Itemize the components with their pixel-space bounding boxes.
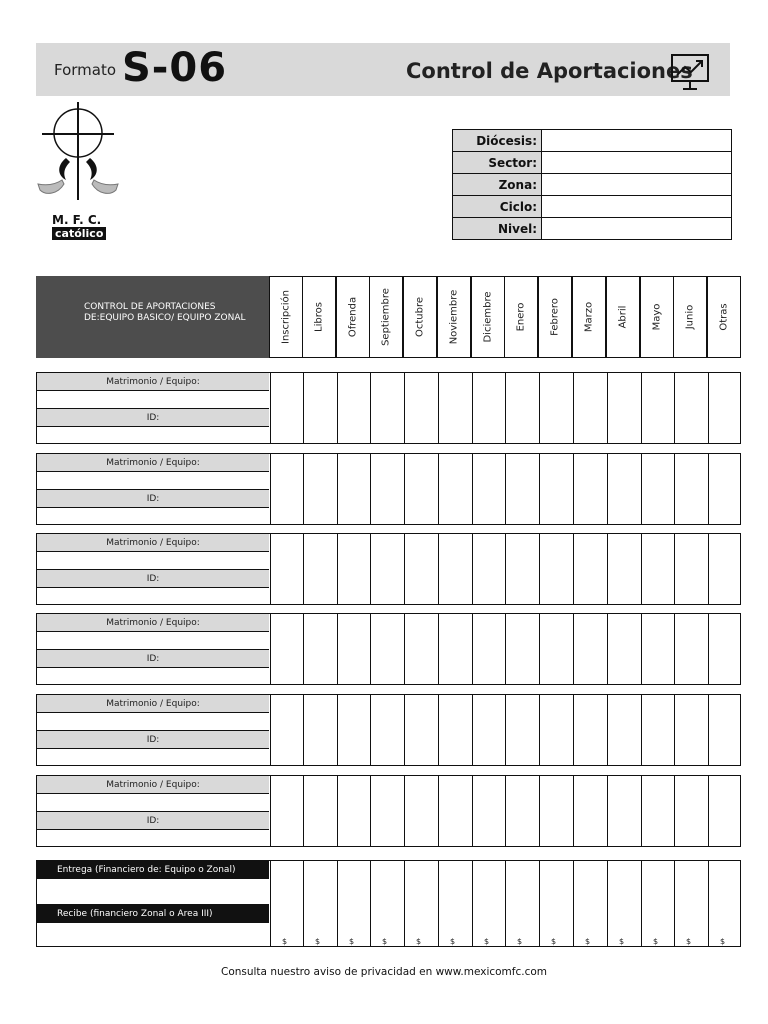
amount-cell[interactable]	[573, 695, 607, 765]
member-id-label: ID:	[37, 490, 269, 508]
amount-cell[interactable]	[404, 861, 438, 946]
amount-cell[interactable]	[472, 695, 506, 765]
member-name-label: Matrimonio / Equipo:	[37, 695, 269, 713]
amount-cell[interactable]	[505, 534, 539, 604]
amount-cell[interactable]	[505, 454, 539, 524]
member-id-label: ID:	[37, 812, 269, 830]
nivel-label: Nivel:	[453, 218, 542, 240]
amount-cell[interactable]	[674, 373, 708, 443]
amount-cell[interactable]	[573, 454, 607, 524]
member-id-label: ID:	[37, 570, 269, 588]
column-header-label: Diciembre	[482, 291, 494, 343]
amount-cell[interactable]	[607, 776, 641, 846]
currency-sign: $	[382, 937, 388, 946]
amount-cell[interactable]	[573, 614, 607, 684]
currency-sign: $	[517, 937, 523, 946]
column-header-label: Libros	[313, 302, 325, 332]
member-block	[36, 372, 741, 444]
column-header	[336, 276, 370, 358]
currency-sign: $	[686, 937, 692, 946]
amount-cell[interactable]	[438, 776, 472, 846]
sector-field[interactable]	[542, 152, 732, 174]
member-id-label: ID:	[37, 731, 269, 749]
table-header-title: CONTROL DE APORTACIONES DE:EQUIPO BASICO/ EQUIPO ZONAL	[84, 302, 246, 323]
header-bar	[36, 43, 730, 96]
amount-cell[interactable]	[539, 614, 573, 684]
member-id-field[interactable]	[37, 749, 269, 766]
member-block	[36, 533, 741, 605]
amount-cell[interactable]	[270, 695, 304, 765]
amount-cell[interactable]	[270, 373, 304, 443]
amount-cell[interactable]	[270, 534, 304, 604]
amount-cell[interactable]	[303, 614, 337, 684]
amount-cell[interactable]	[505, 373, 539, 443]
amount-cell[interactable]	[708, 534, 742, 604]
currency-sign: $	[315, 937, 321, 946]
amount-cell[interactable]	[539, 454, 573, 524]
diocesis-label: Diócesis:	[453, 130, 542, 152]
recibe-label: Recibe (financiero Zonal o Area III)	[37, 905, 269, 923]
amount-cell[interactable]	[337, 614, 371, 684]
amount-cell[interactable]	[641, 454, 675, 524]
column-header	[403, 276, 437, 358]
member-id-field[interactable]	[37, 508, 269, 525]
amount-cell[interactable]	[641, 861, 675, 946]
amount-cell[interactable]	[573, 776, 607, 846]
member-id-field[interactable]	[37, 427, 269, 444]
member-block	[36, 775, 741, 847]
column-header-label: Noviembre	[448, 289, 460, 345]
member-name-label: Matrimonio / Equipo:	[37, 373, 269, 391]
zona-field[interactable]	[542, 174, 732, 196]
amount-cell[interactable]	[270, 614, 304, 684]
amount-cell[interactable]	[539, 534, 573, 604]
column-header	[269, 276, 303, 358]
amount-cell[interactable]	[303, 373, 337, 443]
member-id-field[interactable]	[37, 668, 269, 685]
amount-cell[interactable]	[303, 454, 337, 524]
amount-cell[interactable]	[472, 776, 506, 846]
column-header	[504, 276, 538, 358]
table-header-title-cell	[36, 276, 269, 358]
member-name-field[interactable]	[37, 713, 269, 731]
column-header-label: Enero	[515, 302, 527, 332]
amount-cell[interactable]	[708, 614, 742, 684]
column-header	[572, 276, 606, 358]
currency-sign: $	[619, 937, 625, 946]
member-block	[36, 453, 741, 525]
amount-cell[interactable]	[303, 861, 337, 946]
column-header	[673, 276, 707, 358]
ciclo-label: Ciclo:	[453, 196, 542, 218]
amount-cell[interactable]	[573, 534, 607, 604]
member-name-field[interactable]	[37, 552, 269, 570]
amount-cell[interactable]	[539, 861, 573, 946]
amount-cell[interactable]	[404, 695, 438, 765]
amount-cell[interactable]	[370, 373, 404, 443]
amount-cell[interactable]	[573, 861, 607, 946]
recibe-field[interactable]	[37, 923, 269, 947]
member-id-field[interactable]	[37, 830, 269, 847]
column-header	[437, 276, 471, 358]
amount-cell[interactable]	[438, 861, 472, 946]
member-name-field[interactable]	[37, 632, 269, 650]
currency-sign: $	[349, 937, 355, 946]
amount-cell[interactable]	[641, 373, 675, 443]
amount-cell[interactable]	[303, 534, 337, 604]
member-name-field[interactable]	[37, 794, 269, 812]
amount-cell[interactable]	[674, 695, 708, 765]
amount-cell[interactable]	[505, 695, 539, 765]
amount-cell[interactable]	[472, 373, 506, 443]
info-fields-table	[452, 129, 732, 240]
ciclo-field[interactable]	[542, 196, 732, 218]
amount-cell[interactable]	[607, 861, 641, 946]
amount-cell[interactable]	[438, 373, 472, 443]
amount-cell[interactable]	[641, 776, 675, 846]
amount-cell[interactable]	[607, 373, 641, 443]
amount-cell[interactable]	[708, 861, 742, 946]
amount-cell[interactable]	[404, 534, 438, 604]
column-header-label: Otras	[718, 303, 730, 331]
column-header-label: Inscripción	[280, 290, 292, 344]
privacy-notice: Consulta nuestro aviso de privacidad en www.mexicomfc.com	[220, 966, 548, 978]
amount-cell[interactable]	[472, 454, 506, 524]
amount-cell[interactable]	[438, 614, 472, 684]
amount-cell[interactable]	[607, 614, 641, 684]
amount-cell[interactable]	[438, 534, 472, 604]
amount-cell[interactable]	[472, 614, 506, 684]
logo-text-catolico: católico	[52, 227, 106, 240]
amount-cell[interactable]	[270, 454, 304, 524]
amount-cell[interactable]	[303, 695, 337, 765]
amount-cell[interactable]	[539, 695, 573, 765]
amount-cell[interactable]	[472, 861, 506, 946]
format-label: Formato	[54, 61, 117, 79]
amount-cell[interactable]	[708, 776, 742, 846]
column-header-label: Ofrenda	[347, 296, 359, 338]
mfc-logo	[30, 100, 126, 250]
member-id-label: ID:	[37, 650, 269, 668]
currency-sign: $	[585, 937, 591, 946]
column-header-label: Septiembre	[380, 288, 392, 346]
column-header-label: Abril	[617, 305, 629, 329]
amount-cell[interactable]	[573, 373, 607, 443]
amount-cell[interactable]	[674, 454, 708, 524]
amount-cell[interactable]	[337, 534, 371, 604]
amount-cell[interactable]	[539, 373, 573, 443]
currency-sign: $	[416, 937, 422, 946]
amount-cell[interactable]	[337, 861, 371, 946]
amount-cell[interactable]	[641, 695, 675, 765]
entrega-label: Entrega (Financiero de: Equipo o Zonal)	[37, 861, 269, 879]
amount-cell[interactable]	[337, 373, 371, 443]
sector-label: Sector:	[453, 152, 542, 174]
column-header	[538, 276, 572, 358]
member-name-label: Matrimonio / Equipo:	[37, 454, 269, 472]
member-block	[36, 613, 741, 685]
amount-cell[interactable]	[370, 614, 404, 684]
format-code: S-06	[122, 45, 228, 91]
currency-sign: $	[551, 937, 557, 946]
member-name-label: Matrimonio / Equipo:	[37, 534, 269, 552]
amount-cell[interactable]	[607, 695, 641, 765]
amount-cell[interactable]	[404, 373, 438, 443]
column-header-label: Febrero	[549, 298, 561, 336]
amount-cell[interactable]	[641, 614, 675, 684]
currency-sign: $	[484, 937, 490, 946]
document-title: Control de Aportaciones	[406, 59, 693, 83]
amount-cell[interactable]	[404, 776, 438, 846]
presentation-chart-icon	[669, 51, 711, 93]
amount-cell[interactable]	[505, 614, 539, 684]
member-id-label: ID:	[37, 409, 269, 427]
amount-cell[interactable]	[337, 776, 371, 846]
column-header-label: Junio	[684, 304, 696, 330]
member-name-field[interactable]	[37, 472, 269, 490]
column-header	[369, 276, 403, 358]
amount-cell[interactable]	[438, 454, 472, 524]
amount-cell[interactable]	[303, 776, 337, 846]
amount-cell[interactable]	[337, 695, 371, 765]
amount-cell[interactable]	[370, 534, 404, 604]
column-header	[606, 276, 640, 358]
member-block	[36, 694, 741, 766]
amount-cell[interactable]	[674, 614, 708, 684]
column-header-label: Marzo	[583, 301, 595, 333]
currency-sign: $	[450, 937, 456, 946]
amount-cell[interactable]	[370, 454, 404, 524]
member-name-label: Matrimonio / Equipo:	[37, 776, 269, 794]
amount-cell[interactable]	[674, 776, 708, 846]
diocesis-field[interactable]	[542, 130, 732, 152]
amount-cell[interactable]	[708, 695, 742, 765]
amount-cell[interactable]	[674, 534, 708, 604]
column-header	[302, 276, 336, 358]
amount-cell[interactable]	[370, 861, 404, 946]
amount-cell[interactable]	[708, 454, 742, 524]
column-header	[640, 276, 674, 358]
member-name-label: Matrimonio / Equipo:	[37, 614, 269, 632]
amount-cell[interactable]	[270, 776, 304, 846]
amount-cell[interactable]	[674, 861, 708, 946]
amount-cell[interactable]	[539, 776, 573, 846]
amount-cell[interactable]	[370, 695, 404, 765]
amount-cell[interactable]	[607, 454, 641, 524]
currency-sign: $	[720, 937, 726, 946]
currency-sign: $	[282, 937, 288, 946]
amount-cell[interactable]	[641, 534, 675, 604]
logo-text-mfc: M. F. C.	[52, 213, 102, 227]
column-header-label: Octubre	[414, 296, 426, 338]
currency-sign: $	[653, 937, 659, 946]
amount-cell[interactable]	[505, 776, 539, 846]
amount-cell[interactable]	[337, 454, 371, 524]
amount-cell[interactable]	[472, 534, 506, 604]
entrega-field[interactable]	[37, 879, 269, 905]
member-name-field[interactable]	[37, 391, 269, 409]
amount-cell[interactable]	[708, 373, 742, 443]
nivel-field[interactable]	[542, 218, 732, 240]
column-header-label: Mayo	[651, 303, 663, 331]
amount-cell[interactable]	[270, 861, 304, 946]
column-header	[707, 276, 741, 358]
amount-cell[interactable]	[438, 695, 472, 765]
amount-cell[interactable]	[505, 861, 539, 946]
column-header	[471, 276, 505, 358]
amount-cell[interactable]	[370, 776, 404, 846]
amount-cell[interactable]	[607, 534, 641, 604]
amount-cell[interactable]	[404, 614, 438, 684]
zona-label: Zona:	[453, 174, 542, 196]
amount-cell[interactable]	[404, 454, 438, 524]
delivery-block	[36, 860, 741, 947]
member-id-field[interactable]	[37, 588, 269, 605]
